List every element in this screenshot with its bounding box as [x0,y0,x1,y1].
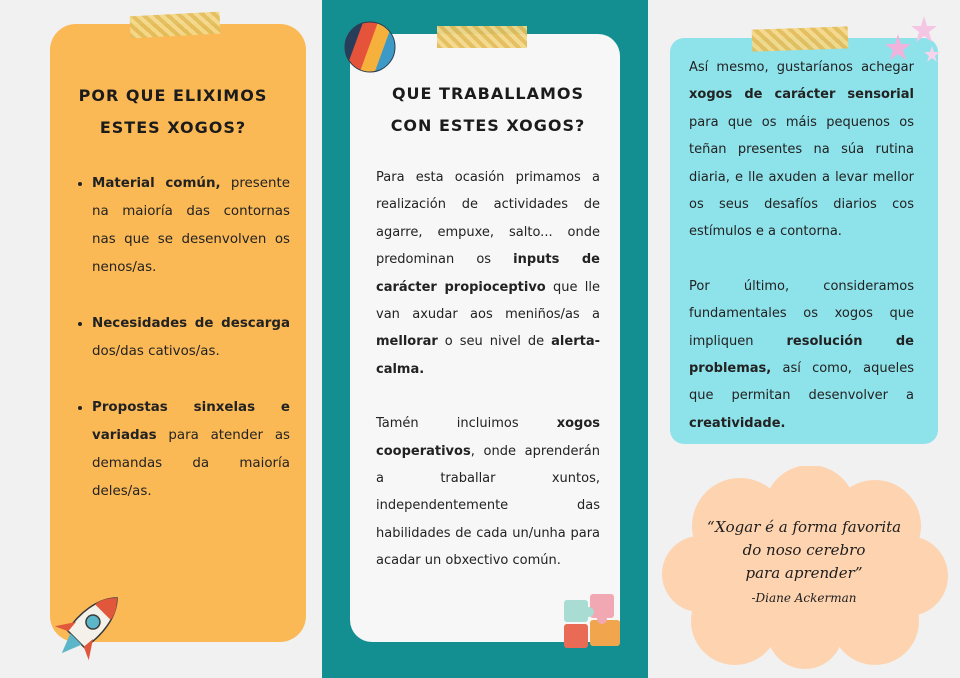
text: o seu nivel de [437,334,552,350]
quote-line: “Xogar é a forma favorita [706,518,902,536]
text: que lle van axudar aos meniños/as a [376,279,600,323]
quote [668,516,940,610]
list-item [92,394,290,506]
quote-author: -Diane Ackerman [751,591,857,605]
item-text: presente na maioría das contornas nas que se desenvolven os nenos/as. [92,176,290,275]
text: así como, aqueles que permitan desenvolver a [689,361,914,404]
tape-decoration [129,12,220,39]
puzzle-icon [560,592,628,652]
item-text: dos/das cativos/as. [92,344,220,359]
reasons-list [76,170,290,506]
title-line: CON ESTES XOGOS? [390,116,586,135]
middle-panel [350,34,620,642]
list-item [92,170,290,282]
right-panel [670,38,938,444]
bold-text: mellorar [376,334,438,350]
text: Tamén incluimos [376,416,557,432]
tape-decoration [752,26,849,51]
text: para que os máis pequenos os teñan presentes na súa rutina diaria, e lle axuden a levar mellor os seus desafíos diarios cos estímulos e a contorna. [689,114,914,240]
title-line: ESTES XOGOS? [99,118,247,137]
text: Para esta ocasión primamos a realización de actividades de agarre, empuxe, salto... onde predominan os [376,170,600,268]
bold-text: resolución de problemas, [689,333,914,377]
quote-line: do noso cerebro [742,541,866,559]
bold-text: inputs de carácter propioceptivo [376,252,600,295]
item-bold: Propostas sinxelas e variadas [92,400,290,443]
middle-paragraph-1 [376,164,600,383]
text: Así mesmo, gustaríanos achegar [689,60,914,75]
text: , onde aprenderán a traballar xuntos, independentemente das habilidades de cada un/unha para acadar un obxectivo común. [376,443,600,569]
bold-text: xogos cooperativos [376,416,600,459]
middle-paragraph-2 [376,410,600,574]
bold-text: xogos de carácter sensorial [689,87,914,103]
left-panel [50,24,306,642]
middle-panel-title [376,78,600,142]
title-line: POR QUE ELIXIMOS [78,86,268,105]
text: Por último, consideramos fundamentales os xogos que impliquen [689,278,914,349]
rocket-icon [42,584,134,670]
left-panel-title [76,80,290,144]
stars-icon [880,14,942,66]
title-line: QUE TRABALLAMOS [391,84,585,103]
tape-decoration [437,26,527,48]
list-item [92,310,290,366]
bold-text: creatividade. [689,415,786,431]
ball-icon [343,20,397,74]
item-bold: Necesidades de descarga [92,316,290,331]
item-text: para atender as demandas da maioría deles/as. [92,428,290,499]
bold-text: alerta-calma. [376,334,600,377]
right-paragraph-1 [689,54,914,246]
quote-line: para aprender” [745,564,863,582]
item-bold: Material común, [92,176,221,191]
right-paragraph-2 [689,273,914,437]
